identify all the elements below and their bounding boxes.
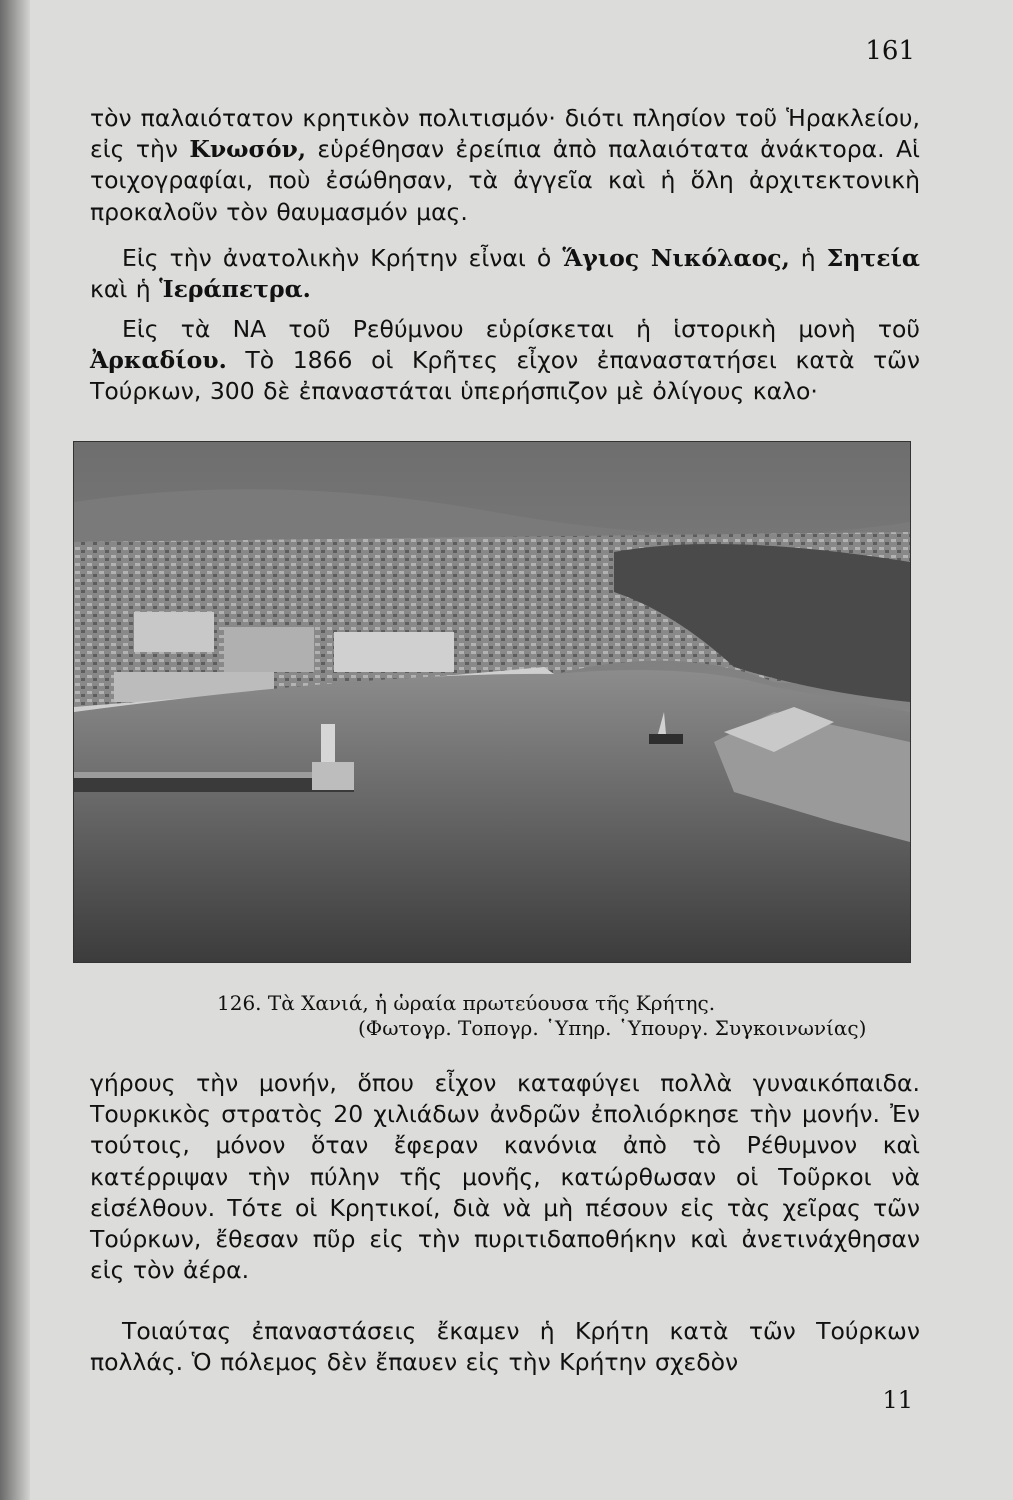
term-knossos: Κνωσόν, [189, 135, 307, 164]
signature-number: 11 [882, 1386, 913, 1414]
paragraph-siege: γήρους τὴν μονήν, ὅπου εἶχον καταφύγει πολλὰ γυναικόπαιδα. Τουρκικὸς στρατὸς 20 χιλιάδων ἀνδρῶν ἐπολιόρκησε τὴν μονήν. Ἐν τούτοις, μόνον ὅταν ἔφεραν κανόνια ἀπὸ τὸ Ρέθυμνον καὶ κατέρριψαν τὴν πύλην τῆς μονῆς, κατώρθωσαν οἱ Τοῦρκοι νὰ εἰσέλθουν. Τότε οἱ Κρητικοί, διὰ νὰ μὴ πέσουν εἰς τὰς χεῖρας τῶν Τούρκων, ἔθεσαν πῦρ εἰς τὴν πυριτιδαποθήκην καὶ ἀνετινάχθησαν εἰς τὸν ἀέρα. [90, 1069, 920, 1285]
harbor-photo [73, 441, 911, 963]
paragraph-1-text-a: τὸν παλαιότατον κρητικὸν πολιτισμόν· διότι πλησίον τοῦ Ἡρακλείου, εἰς τὴν [90, 104, 920, 164]
term-siteia: Σητεία [826, 244, 920, 272]
photo-credit: (Φωτογρ. Τοπογρ. ῾Υπηρ. ῾Υπουργ. Συγκοινωνίας) [358, 1016, 867, 1040]
photo-caption: 126. Τὰ Χανιά, ἡ ὡραία πρωτεύουσα τῆς Κρήτης. [217, 991, 716, 1015]
term-ierapetra: Ἱεράπετρα. [159, 275, 311, 304]
paragraph-arkadi [90, 314, 920, 408]
paragraph-3-text-a: Εἰς τὰ ΝΑ τοῦ Ρεθύμνου εὑρίσκεται ἡ ἱστορικὴ μονὴ τοῦ [122, 315, 920, 343]
term-agios-nikolaos: Ἅγιος Νικόλαος, [562, 244, 790, 272]
paragraph-2-text-b: ἡ [789, 244, 827, 272]
paragraph-knossos [90, 103, 920, 228]
term-arkadi: Ἀρκαδίου. [90, 346, 227, 375]
paragraph-3-text-b: Τὸ 1866 οἱ Κρῆτες εἶχον ἐπαναστατήσει κατὰ τῶν Τούρκων, 300 δὲ ἐπαναστάται ὑπερήσπιζον μὲ ὀλίγους καλο· [90, 346, 920, 406]
book-spine-shadow [0, 0, 30, 1500]
page-number: 161 [865, 36, 915, 66]
paragraph-2-text-a: Εἰς τὴν ἀνατολικὴν Κρήτην εἶναι ὁ [122, 244, 563, 272]
paragraph-east-crete [90, 243, 920, 305]
paragraph-2-text-c: καὶ ἡ [90, 275, 160, 304]
paragraph-1-text-b: εὑρέθησαν ἐρείπια ἀπὸ παλαιότατα ἀνάκτορα. Αἱ τοιχογραφίαι, ποὺ ἐσώθησαν, τὰ ἀγγεῖα καὶ ἡ ὅλη ἀρχιτεκτονικὴ προκαλοῦν τὸν θαυμασμόν μας. [90, 135, 921, 226]
paragraph-revolutions: Τοιαύτας ἐπαναστάσεις ἔκαμεν ἡ Κρήτη κατὰ τῶν Τούρκων πολλάς. Ὁ πόλεμος δὲν ἔπαυεν εἰς τὴν Κρήτην σχεδὸν [90, 1317, 920, 1377]
